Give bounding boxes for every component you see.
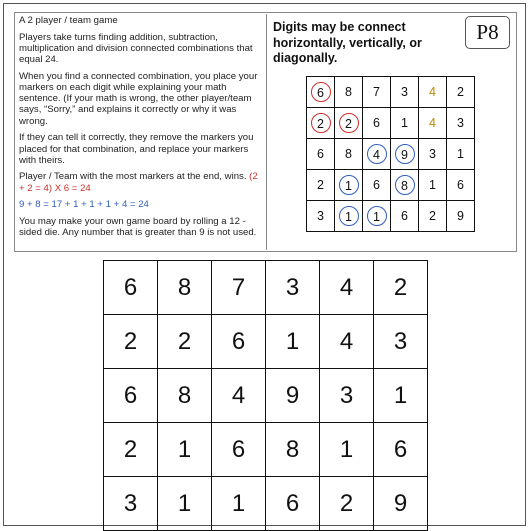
- example-cell: [363, 201, 391, 232]
- example-cell: 1: [447, 139, 475, 170]
- example-red-equation: (2 + 2 = 4) X 6 = 24: [19, 171, 258, 194]
- example-cell: 2: [447, 77, 475, 108]
- board-cell[interactable]: 6: [104, 369, 158, 423]
- example-cell: 3: [391, 77, 419, 108]
- example-row: [307, 77, 475, 108]
- board-row: [104, 261, 428, 315]
- example-cell: [307, 77, 335, 108]
- instructions-rule-1: Players take turns finding addition, subtraction, multiplication and division connected combinations that equal 24.: [19, 31, 253, 66]
- board-cell[interactable]: 2: [158, 315, 212, 369]
- blue-circle-marker: 8: [395, 175, 415, 195]
- example-cell: 2: [419, 201, 447, 232]
- example-cell: [335, 108, 363, 139]
- example-cell: 6: [447, 170, 475, 201]
- board-cell[interactable]: 1: [374, 369, 428, 423]
- example-cell: 6: [363, 170, 391, 201]
- example-cell: 3: [419, 139, 447, 170]
- example-cell: 3: [447, 108, 475, 139]
- instructions-heading: A 2 player / team game: [19, 15, 118, 26]
- instructions-rule-4: [19, 171, 265, 193]
- board-cell[interactable]: 2: [104, 315, 158, 369]
- board-cell[interactable]: 6: [104, 261, 158, 315]
- board-cell[interactable]: 3: [374, 315, 428, 369]
- win-rule: Player / Team with the most markers at the end, wins.: [19, 171, 247, 183]
- panel-divider: [266, 14, 267, 250]
- board-cell[interactable]: 9: [266, 369, 320, 423]
- example-cell: 8: [335, 77, 363, 108]
- board-cell[interactable]: 9: [374, 477, 428, 531]
- example-row: [307, 139, 475, 170]
- board-cell[interactable]: 6: [374, 423, 428, 477]
- red-circle-marker: 2: [311, 113, 331, 133]
- example-blue-equation: 9 + 8 = 17 + 1 + 1 + 1 + 4 = 24: [19, 199, 149, 211]
- example-cell: 1: [419, 170, 447, 201]
- example-cell: [335, 170, 363, 201]
- example-cell: 9: [447, 201, 475, 232]
- board-cell[interactable]: 8: [158, 369, 212, 423]
- example-row: [307, 108, 475, 139]
- board-cell[interactable]: 2: [374, 261, 428, 315]
- example-cell: 4: [419, 77, 447, 108]
- example-cell: 7: [363, 77, 391, 108]
- board-cell[interactable]: 2: [320, 477, 374, 531]
- instructions-rule-5: You may make your own game board by rolling a 12 -sided die. Any number that is greater than 9 is not used.: [19, 216, 257, 239]
- board-cell[interactable]: 6: [266, 477, 320, 531]
- board-cell[interactable]: 1: [266, 315, 320, 369]
- board-cell[interactable]: 3: [104, 477, 158, 531]
- instructions-text: [19, 15, 265, 244]
- blue-circle-marker: 1: [339, 175, 359, 195]
- board-cell[interactable]: 1: [158, 423, 212, 477]
- example-cell: [335, 201, 363, 232]
- example-cell: 6: [363, 108, 391, 139]
- board-row: [104, 315, 428, 369]
- board-cell[interactable]: 7: [212, 261, 266, 315]
- board-cell[interactable]: 6: [212, 423, 266, 477]
- board-cell[interactable]: 1: [320, 423, 374, 477]
- example-grid: [306, 76, 475, 232]
- board-row: [104, 423, 428, 477]
- page-badge: P8: [465, 16, 510, 49]
- instructions-rule-3: If they can tell it correctly, they remove the markers you placed for that combination, and replace your markers with theirs.: [19, 132, 254, 166]
- board-cell[interactable]: 6: [212, 315, 266, 369]
- blue-circle-marker: 4: [367, 144, 387, 164]
- example-cell: [391, 139, 419, 170]
- example-cell: 1: [391, 108, 419, 139]
- example-cell: [391, 170, 419, 201]
- board-cell[interactable]: 3: [266, 261, 320, 315]
- example-cell: 6: [391, 201, 419, 232]
- board-cell[interactable]: 2: [104, 423, 158, 477]
- board-cell[interactable]: 3: [320, 369, 374, 423]
- game-board: [103, 260, 428, 531]
- red-circle-marker: 6: [311, 82, 331, 102]
- example-row: [307, 170, 475, 201]
- example-cell: [363, 139, 391, 170]
- example-cell: 3: [307, 201, 335, 232]
- blue-circle-marker: 9: [395, 144, 415, 164]
- blue-circle-marker: 1: [367, 206, 387, 226]
- board-row: [104, 477, 428, 531]
- example-row: [307, 201, 475, 232]
- board-cell[interactable]: 4: [320, 315, 374, 369]
- board-cell[interactable]: 1: [158, 477, 212, 531]
- example-cell: 4: [419, 108, 447, 139]
- board-cell[interactable]: 8: [158, 261, 212, 315]
- red-circle-marker: 2: [339, 113, 359, 133]
- example-cell: 6: [307, 139, 335, 170]
- example-cell: [307, 108, 335, 139]
- board-cell[interactable]: 1: [212, 477, 266, 531]
- example-cell: 2: [307, 170, 335, 201]
- board-cell[interactable]: 8: [266, 423, 320, 477]
- example-cell: 8: [335, 139, 363, 170]
- board-row: [104, 369, 428, 423]
- board-cell[interactable]: 4: [320, 261, 374, 315]
- board-cell[interactable]: 4: [212, 369, 266, 423]
- instructions-rule-2: When you find a connected combination, you place your markers on each digit while explaining your math sentence. (If your math is wrong, the other player/team says, “Sorry,” and explains it correctly or why it was wrong.: [19, 70, 258, 127]
- blue-circle-marker: 1: [339, 206, 359, 226]
- example-title: Digits may be connect horizontally, vertically, or diagonally.: [273, 20, 422, 65]
